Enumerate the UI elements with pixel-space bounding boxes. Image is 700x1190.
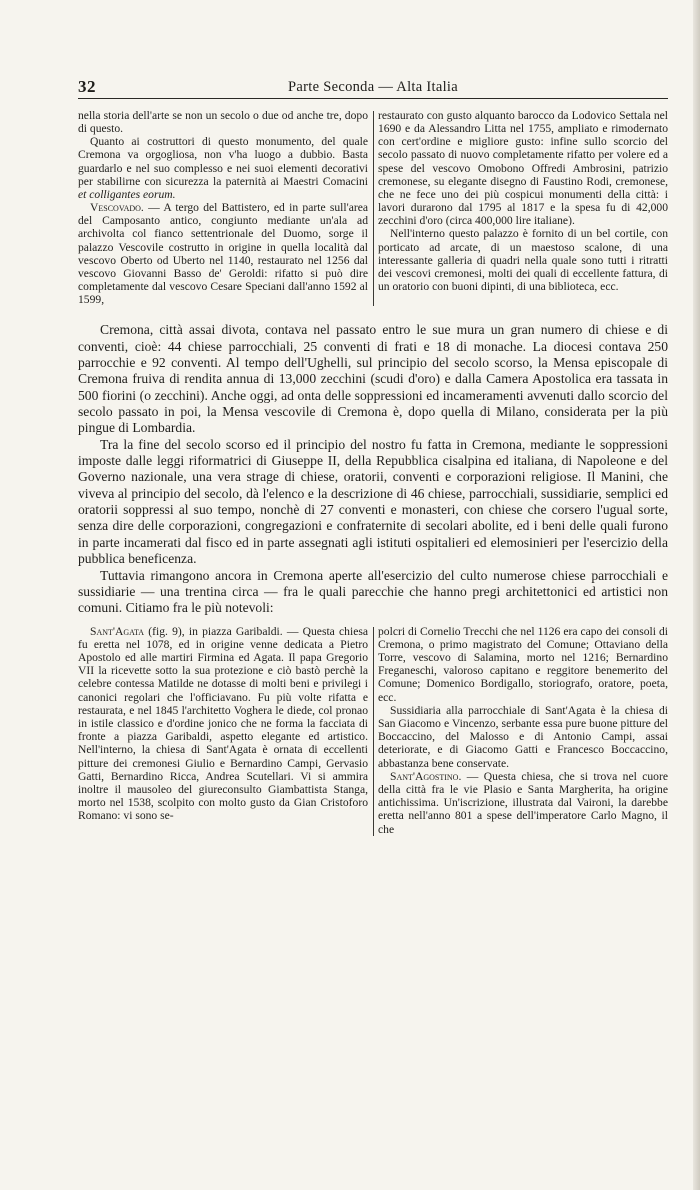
paragraph xyxy=(378,770,668,836)
italic-phrase: et colligantes eorum. xyxy=(78,187,176,201)
main-text xyxy=(78,322,668,616)
paragraph: restaurato con gusto alquanto barocco da Lodovico Settala nel 1690 e da Alessandro Litta nel 1755, ampliato e rimodernato con cert'ordine e migliore gusto: infine sullo scorcio del secolo passato di nuovo completamente rifatto per volere ed a spese del vescovo Omobono Offredi Ambrosini, patrizio cremonese, su elegante disegno di Faustino Rodi, cremonese, che ne fece uno dei più cospicui monumenti della città: i lavori durarono dal 1795 al 1817 e la spesa fu di 42,000 zecchini d'oro (circa 400,000 lire italiane). xyxy=(378,109,668,228)
top-left-column xyxy=(78,109,368,306)
paragraph: polcri di Cornelio Trecchi che nel 1126 era capo dei consoli di Cremona, o primo magistrato del Comune; Ottaviano della Torre, vescovo di Salamina, morto nel 1216; Bernardino Freganeschi, valoroso capitano e reggitore benemerito del Comune; Domenico Bordigallo, storiografo, oratore, poeta, ecc. xyxy=(378,624,668,704)
paragraph-text: (fig. 9), in piazza Garibaldi. — Questa chiesa fu eretta nel 1078, ed in origine venne dedicata a Pietro Apostolo ed alle martiri Firmina ed Agata. Il papa Gregorio VII la ricevette sotto la sua protezione e ciò bastò perchè la celebre contessa Matilde ne dotasse di molti beni e privilegi i canonici regolari che l'officiavano. Fu più volte rifatta e restaurata, e nel 1845 l'architetto Voghera le diede, col pronao in istile classico e d'ordine jonico che ne forma la facciata di fronte a piazza Garibaldi, aspetto elegante ed artistico. Nell'interno, la chiesa di Sant'Agata è ornata di eccellenti pitture dei cremonesi Giulio e Bernardino Campi, Gervasio Gatti, Bernardino Ricca, Andrea Scutellari. Vi si ammira inoltre il mausoleo del giureconsulto Giambattista Stanga, morto nel 1538, scolpito con molto gusto da Gian Cristoforo Romano: vi sono se- xyxy=(78,624,368,823)
running-title: Parte Seconda — Alta Italia xyxy=(288,79,458,95)
page-number: 32 xyxy=(78,77,96,96)
entry-heading: Vescovado. xyxy=(90,201,144,215)
bottom-left-column xyxy=(78,625,368,836)
column-rule xyxy=(373,111,374,306)
page-edge-shadow xyxy=(693,0,700,1190)
paragraph-text: Quanto ai costruttori di questo monumento, del quale Cremona va orgogliosa, non v'ha luogo a dubbio. Basta guardarlo e nel suo complesso e nei suoi elementi decorativi per stabilirne con sicurezza la paternità ai Maestri Comacini xyxy=(78,135,368,188)
paragraph: Cremona, città assai divota, contava nel passato entro le sue mura un gran numero di chiese e di conventi, cioè: 44 chiese parrocchiali, 25 conventi di frati e 18 di monache. La diocesi contava 250 parrocchie e 92 conventi. Al tempo dell'Ughelli, sul principio del secolo scorso, la Mensa episcopale di Cremona fruiva di rendita annua di 13,000 zecchini (scudi d'oro) e dalla Camera Apostolica era tassata in 500 fiorini (o zecchini). Anche oggi, ad onta delle soppressioni ed incameramenti avvenuti dallo scorcio del secolo passato in poi, la Mensa vescovile di Cremona è, dopo quella di Milano, considerata per la più pingue di Lombardia. xyxy=(78,322,668,436)
column-rule xyxy=(373,627,374,836)
paragraph: Nell'interno questo palazzo è fornito di un bel cortile, con porticato ad arcate, di un maestoso scalone, di una interessante galleria di quadri nella quale sono tutti i ritratti dei vescovi cremonesi, molti dei quali di eccellente fattura, di un oratorio con buoni dipinti, di una biblioteca, ecc. xyxy=(378,227,668,294)
bottom-two-columns xyxy=(78,625,668,836)
top-right-column xyxy=(378,109,668,306)
paragraph: Tuttavia rimangono ancora in Cremona aperte all'esercizio del culto numerose chiese parrocchiali e sussidiarie — una trentina circa — fra le quali parecchie che hanno pregi architettonici ed artistici non comuni. Citiamo fra le più notevoli: xyxy=(78,567,668,616)
top-two-columns xyxy=(78,109,668,306)
bottom-right-column xyxy=(378,625,668,836)
paragraph xyxy=(78,135,368,201)
paragraph xyxy=(78,625,368,823)
entry-heading: Sant'Agostino. xyxy=(390,769,462,783)
paragraph: nella storia dell'arte se non un secolo o due od anche tre, dopo di questo. xyxy=(78,109,368,136)
running-header xyxy=(78,76,668,99)
paragraph: Sussidiaria alla parrocchiale di Sant'Agata è la chiesa di San Giacomo e Vincenzo, serbante essa pure buone pitture del Boccaccino, del Malosso e di Antonio Campi, assai deteriorate, e di Giacomo Gatti e Francesco Boccaccino, abbastanza bene conservate. xyxy=(378,703,668,770)
paragraph xyxy=(78,201,368,306)
paragraph-text: — Questa chiesa, che si trova nel cuore della città fra le vie Plasio e Santa Margherita, ha origine antichissima. Un'iscrizione, illustrata dal Vaironi, la darebbe eretta nell'anno 801 a spese dell'imperatore Carlo Magno, il che xyxy=(378,769,668,836)
book-page xyxy=(78,76,668,836)
paragraph-text: — A tergo del Battistero, ed in parte sull'area del Camposanto antico, congiunto mediante un'ala ad archivolta col fianco settentrionale del Duomo, sorge il palazzo Vescovile costrutto in origine in quella località dal vescovo Oberto od Uberto nel 1140, restaurato nel 1256 dal vescovo Giovanni Basso de' Geroldi: rifatto si può dire completamente dal vescovo Cesare Speciani dall'anno 1592 al 1599, xyxy=(78,201,368,307)
paragraph: Tra la fine del secolo scorso ed il principio del nostro fu fatta in Cremona, mediante le soppressioni imposte dalle leggi riformatrici di Giuseppe II, della Repubblica cisalpina ed italiana, di Napoleone e del Governo nazionale, una vera strage di chiese, oratorii, conventi e corporazioni religiose. Il Manini, che viveva al principio del secolo, dà l'elenco e la descrizione di 46 chiese, parrocchiali, sussidiarie, semplici ed oratorii soppressi al suo tempo, nonchè di 27 conventi e monasteri, con chiese che corsero l'ugual sorte, senza dire delle corporazioni, congregazioni e confraternite di secolari abolite, ed i beni delle quali furono in parte incamerati dal fisco ed in parte assegnati agli istituti ospitalieri ed elemosinieri per l'esercizio della pubblica beneficenza. xyxy=(78,436,668,567)
entry-heading: Sant'Agata xyxy=(90,624,145,638)
